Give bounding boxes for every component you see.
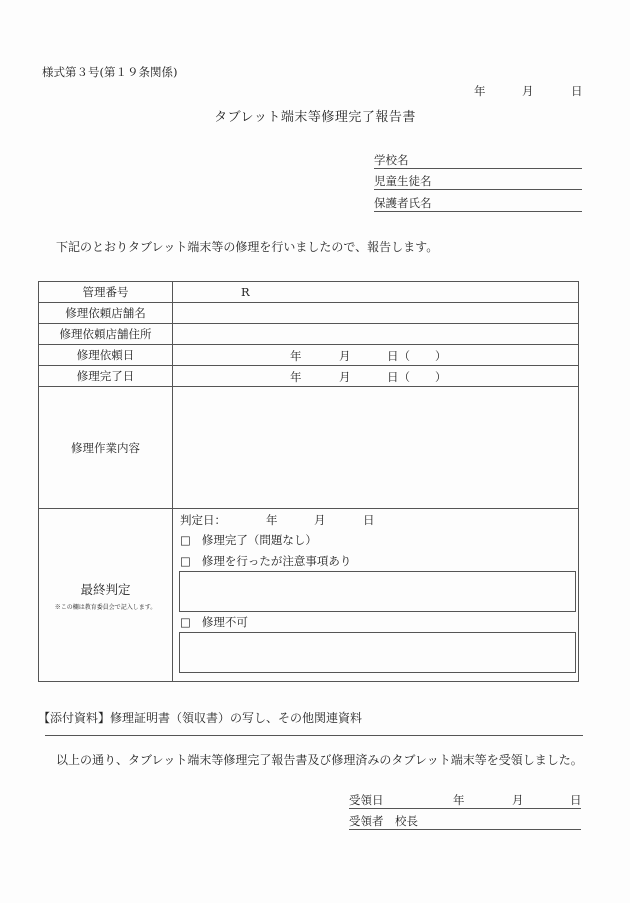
weekday-close: ） bbox=[435, 349, 447, 363]
notes-textbox[interactable] bbox=[179, 571, 576, 612]
weekday-close: ） bbox=[435, 370, 447, 384]
checkbox-icon[interactable]: □ bbox=[180, 615, 191, 629]
receipt-statement: 以上の通り、タブレット端末等修理完了報告書及び修理済みのタブレット端末等を受領しました。 bbox=[56, 753, 583, 767]
option-repair-impossible[interactable] bbox=[180, 614, 248, 630]
receiver-field[interactable]: 受領者 校長 bbox=[349, 813, 581, 830]
judge-date-label: 判定日： bbox=[180, 513, 226, 527]
table-row bbox=[39, 387, 579, 509]
year-label: 年 bbox=[290, 370, 302, 384]
complete-date-value[interactable] bbox=[173, 366, 579, 387]
final-judgment-note: ※この欄は教育委員会で記入します。 bbox=[54, 603, 157, 611]
day-label: 日 bbox=[570, 793, 582, 807]
management-number-value[interactable]: R bbox=[173, 282, 579, 303]
checkbox-icon[interactable]: □ bbox=[180, 554, 191, 568]
table-row bbox=[39, 303, 579, 324]
day-label: 日（ bbox=[387, 349, 410, 363]
final-judgment-label-cell bbox=[39, 509, 173, 682]
receipt-date-label: 受領日 bbox=[349, 793, 384, 807]
page-title: タブレット端末等修理完了報告書 bbox=[214, 110, 416, 125]
option-label: 修理不可 bbox=[201, 615, 248, 629]
table-row bbox=[39, 324, 579, 345]
intro-text: 下記のとおりタブレット端末等の修理を行いましたので、報告します。 bbox=[56, 240, 439, 254]
table-row bbox=[39, 366, 579, 387]
judge-date[interactable] bbox=[180, 512, 375, 528]
management-number-label: 管理番号 bbox=[39, 282, 173, 303]
month-label: 月 bbox=[314, 513, 326, 527]
impossible-reason-textbox[interactable] bbox=[179, 632, 576, 673]
table-row bbox=[39, 509, 579, 682]
report-table bbox=[38, 281, 579, 682]
year-label: 年 bbox=[290, 349, 302, 363]
shop-address-value[interactable] bbox=[173, 324, 579, 345]
report-date-year: 年 bbox=[474, 84, 486, 98]
divider bbox=[45, 735, 583, 736]
guardian-name-field[interactable]: 保護者氏名 bbox=[374, 195, 582, 212]
month-label: 月 bbox=[339, 349, 351, 363]
receipt-date-field[interactable] bbox=[349, 792, 581, 809]
month-label: 月 bbox=[512, 793, 524, 807]
report-date-day: 日 bbox=[571, 84, 583, 98]
attachment-note: 【添付資料】修理証明書（領収書）の写し、その他関連資料 bbox=[38, 711, 363, 725]
report-date-month: 月 bbox=[522, 84, 534, 98]
final-judgment-label: 最終判定 bbox=[80, 581, 131, 597]
option-repair-with-notes[interactable] bbox=[180, 553, 351, 569]
request-date-value[interactable] bbox=[173, 345, 579, 366]
complete-date-label: 修理完了日 bbox=[39, 366, 173, 387]
year-label: 年 bbox=[266, 513, 278, 527]
checkbox-icon[interactable]: □ bbox=[180, 533, 191, 547]
day-label: 日（ bbox=[387, 370, 410, 384]
school-name-field[interactable]: 学校名 bbox=[374, 152, 582, 169]
option-label: 修理を行ったが注意事項あり bbox=[201, 554, 352, 568]
option-repair-complete[interactable] bbox=[180, 532, 317, 548]
student-name-field[interactable]: 児童生徒名 bbox=[374, 173, 582, 190]
work-content-label: 修理作業内容 bbox=[39, 387, 173, 509]
month-label: 月 bbox=[339, 370, 351, 384]
option-label: 修理完了（問題なし） bbox=[201, 533, 317, 547]
table-row bbox=[39, 345, 579, 366]
form-number: 様式第３号(第１９条関係) bbox=[42, 65, 178, 79]
table-row bbox=[39, 282, 579, 303]
shop-name-label: 修理依頼店舗名 bbox=[39, 303, 173, 324]
shop-address-label: 修理依頼店舗住所 bbox=[39, 324, 173, 345]
work-content-value[interactable] bbox=[173, 387, 579, 509]
shop-name-value[interactable] bbox=[173, 303, 579, 324]
request-date-label: 修理依頼日 bbox=[39, 345, 173, 366]
year-label: 年 bbox=[453, 793, 465, 807]
final-judgment-cell bbox=[173, 509, 579, 682]
day-label: 日 bbox=[363, 513, 375, 527]
